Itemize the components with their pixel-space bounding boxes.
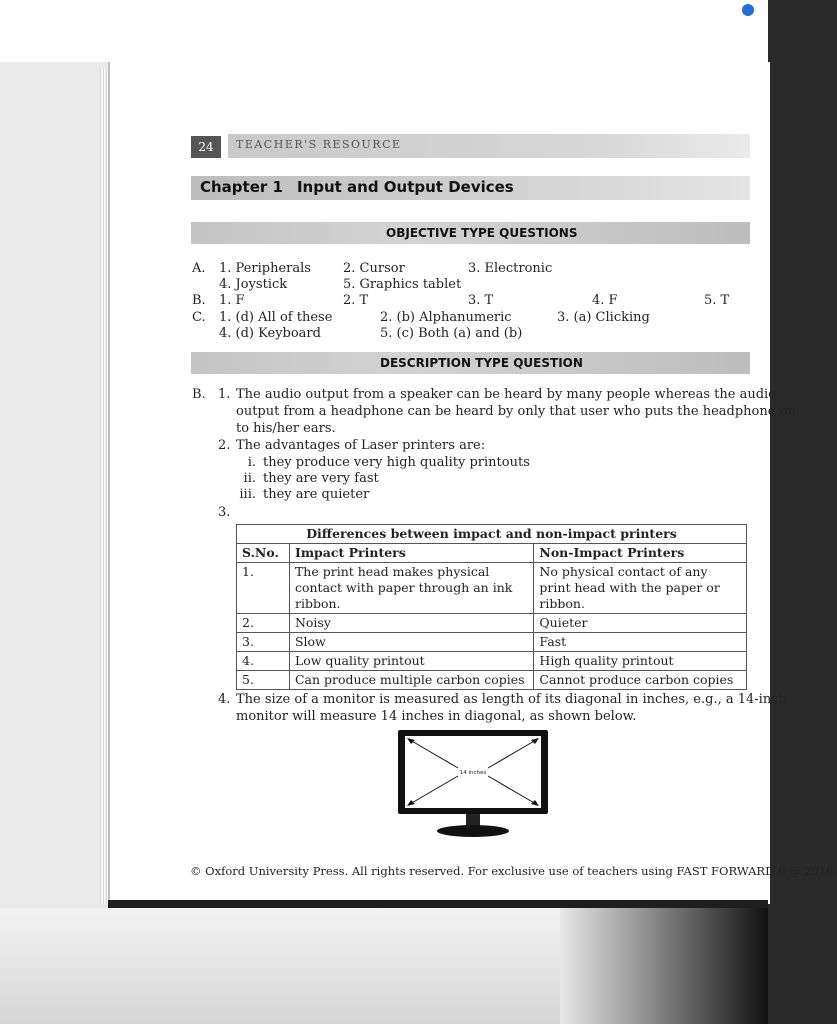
- chapter-heading: [200, 178, 514, 196]
- q4-line-2: monitor will measure 14 inches in diagonal, as shown below.: [236, 709, 637, 724]
- chapter-label: Chapter 1: [200, 178, 283, 196]
- q2-intro: The advantages of Laser printers are:: [236, 438, 486, 453]
- q2-item-3-number: iii.: [239, 487, 256, 502]
- answer-a1: 1. Peripherals: [219, 261, 311, 276]
- table-cell-non-impact: Cannot produce carbon copies: [534, 671, 747, 690]
- header-impact: Impact Printers: [289, 544, 533, 563]
- answer-b4: 4. F: [592, 293, 618, 308]
- q1-line-3: to his/her ears.: [236, 421, 336, 436]
- printer-comparison-table: [236, 524, 747, 690]
- table-cell-non-impact: Quieter: [534, 614, 747, 633]
- table-cell-non-impact: No physical contact of any print head with the paper or ribbon.: [534, 563, 747, 614]
- answer-a5: 5. Graphics tablet: [343, 277, 462, 292]
- table-cell-non-impact: High quality printout: [534, 652, 747, 671]
- scanner-mark: [742, 4, 754, 16]
- table-cell-impact: The print head makes physical contact with paper through an ink ribbon.: [289, 563, 533, 614]
- table-cell-sno: 5.: [237, 671, 290, 690]
- monitor-diagram: [398, 730, 550, 840]
- page-bottom-edge: [108, 900, 768, 908]
- table-row: [237, 671, 747, 690]
- answer-a2: 2. Cursor: [343, 261, 405, 276]
- answer-b5: 5. T: [704, 293, 730, 308]
- answer-label-a: A.: [192, 261, 206, 276]
- answer-c1: 1. (d) All of these: [219, 310, 333, 325]
- scan-top-margin: [0, 0, 768, 62]
- table-cell-impact: Low quality printout: [289, 652, 533, 671]
- answer-c5: 5. (c) Both (a) and (b): [380, 326, 523, 341]
- table-cell-impact: Slow: [289, 633, 533, 652]
- table-row: [237, 633, 747, 652]
- running-title: TEACHER'S RESOURCE: [236, 138, 402, 151]
- copyright-footer: © Oxford University Press. All rights reserved. For exclusive use of teachers using FAST FORWARD 6 @ 2016.: [190, 864, 837, 878]
- table-cell-sno: 2.: [237, 614, 290, 633]
- table-caption: Differences between impact and non-impact printers: [237, 525, 747, 544]
- table-row: [237, 652, 747, 671]
- table-cell-sno: 1.: [237, 563, 290, 614]
- q1-line-2: output from a headphone can be heard by only that user who puts the headphone on: [236, 404, 796, 419]
- answer-b1: 1. F: [219, 293, 245, 308]
- q1-number: 1.: [218, 387, 231, 402]
- below-page-shadow: [560, 908, 768, 1024]
- table-header-row: [237, 544, 747, 563]
- monitor-neck: [466, 814, 480, 826]
- q2-item-2-number: ii.: [243, 471, 256, 486]
- monitor-stand: [437, 825, 509, 837]
- description-heading: DESCRIPTION TYPE QUESTION: [380, 356, 583, 370]
- chapter-title: Input and Output Devices: [296, 178, 514, 196]
- q1-line-1: The audio output from a speaker can be heard by many people whereas the audio: [236, 387, 777, 402]
- header-sno: S.No.: [237, 544, 290, 563]
- q2-item-1-number: i.: [247, 455, 256, 470]
- q3-number: 3.: [218, 505, 231, 520]
- answer-c2: 2. (b) Alphanumeric: [380, 310, 512, 325]
- answer-b2: 2. T: [343, 293, 369, 308]
- q2-number: 2.: [218, 438, 231, 453]
- q2-item-3-text: they are quieter: [263, 487, 370, 502]
- answer-c4: 4. (d) Keyboard: [219, 326, 321, 341]
- table-cell-sno: 4.: [237, 652, 290, 671]
- diagonal-label: 14 inches: [459, 770, 487, 776]
- table-cell-impact: Can produce multiple carbon copies: [289, 671, 533, 690]
- header-non-impact: Non-Impact Printers: [534, 544, 747, 563]
- answer-label-c: C.: [192, 310, 206, 325]
- answer-c3: 3. (a) Clicking: [557, 310, 650, 325]
- answer-b3: 3. T: [468, 293, 494, 308]
- answer-a3: 3. Electronic: [468, 261, 553, 276]
- q2-item-2-text: they are very fast: [263, 471, 379, 486]
- answer-a4: 4. Joystick: [219, 277, 288, 292]
- q4-line-1: The size of a monitor is measured as length of its diagonal in inches, e.g., a 14-inch: [236, 692, 787, 707]
- page-number: 24: [191, 136, 221, 158]
- table-row: [237, 614, 747, 633]
- table-cell-impact: Noisy: [289, 614, 533, 633]
- description-label-b: B.: [192, 387, 206, 402]
- answer-label-b: B.: [192, 293, 206, 308]
- table-row: [237, 563, 747, 614]
- q2-item-1-text: they produce very high quality printouts: [263, 455, 530, 470]
- objective-heading: OBJECTIVE TYPE QUESTIONS: [386, 226, 578, 240]
- table-cell-non-impact: Fast: [534, 633, 747, 652]
- table-cell-sno: 3.: [237, 633, 290, 652]
- q4-number: 4.: [218, 692, 231, 707]
